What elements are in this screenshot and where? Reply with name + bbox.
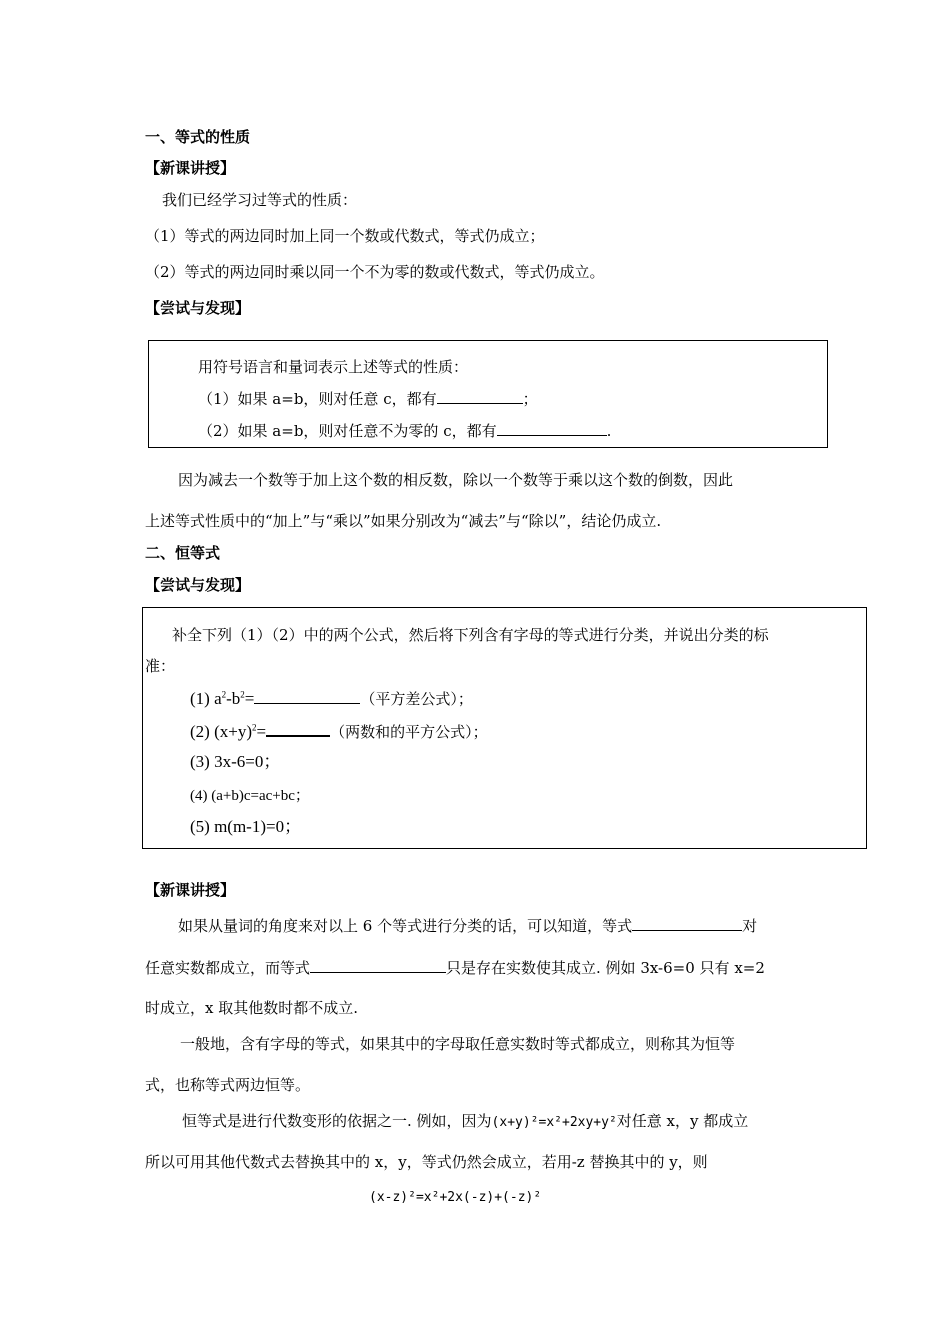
- para3-line1-text: 恒等式是进行代数变形的依据之一. 例如，因为: [182, 1112, 492, 1130]
- box1-instruction: 用符号语言和量词表示上述等式的性质：: [198, 358, 469, 376]
- formula-3: (3) 3x-6=0；: [190, 752, 281, 771]
- property-1: （1）等式的两边同时加上同一个数或代数式，等式仍成立；: [145, 227, 545, 245]
- para2-line1: 一般地，含有字母的等式，如果其中的字母取任意实数时等式都成立，则称其为恒等: [180, 1035, 736, 1053]
- formula-2-lhs: (2) (x+y): [190, 722, 252, 741]
- section1-heading: 一、等式的性质: [145, 128, 251, 146]
- box2-instruction: 补全下列（1）（2）中的两个公式，然后将下列含有字母的等式进行分类，并说出分类的标: [172, 626, 769, 644]
- box1-q2-text: （2）如果 a=b，则对任意不为零的 c，都有: [198, 422, 497, 440]
- formula-1-note: （平方差公式）；: [360, 690, 473, 708]
- answer-blank-4[interactable]: [266, 720, 330, 737]
- para1-line2: [145, 957, 765, 978]
- property-2: （2）等式的两边同时乘以同一个不为零的数或代数式，等式仍成立。: [145, 263, 605, 281]
- section2-lecture-tag: 【新课讲授】: [145, 881, 236, 899]
- para3-line1: [182, 1111, 748, 1133]
- formula-2-note: （两数和的平方公式）；: [330, 723, 488, 741]
- formula-1: [190, 688, 473, 709]
- formula-5: (5) m(m-1)=0；: [190, 817, 302, 836]
- para1-line2-text: 任意实数都成立，而等式: [145, 959, 311, 977]
- display-formula: (x-z)²=x²+2x(-z)+(-z)²: [369, 1190, 542, 1205]
- formula-1-lhs-a: (1) a: [190, 689, 222, 708]
- section1-lecture-tag: 【新课讲授】: [145, 159, 236, 177]
- formula-2-exp: 2: [251, 722, 257, 733]
- para2-line2: 式，也称等式两边恒等。: [145, 1076, 311, 1094]
- formula-2: [190, 720, 488, 742]
- para1-line2-end: 只是存在实数使其成立. 例如 3x-6=0 只有 x=2: [446, 959, 765, 977]
- formula-2-eq: =: [256, 722, 267, 741]
- formula-1-lhs-b: -b: [226, 689, 241, 708]
- answer-blank-3[interactable]: [254, 688, 360, 704]
- box1-q1-text: （1）如果 a=b，则对任意 c，都有: [198, 390, 437, 408]
- box2-instruction-cont: 准：: [145, 657, 176, 675]
- answer-blank-6[interactable]: [310, 957, 446, 973]
- section2-try-tag: 【尝试与发现】: [145, 576, 251, 594]
- para1-line1: [178, 915, 757, 936]
- para3-inline-formula: (x+y)²=x²+2xy+y²: [491, 1115, 617, 1130]
- note-line-2: 上述等式性质中的“加上”与“乘以”如果分别改为“减去”与“除以”，结论仍成立.: [145, 512, 662, 530]
- note-line-1: 因为减去一个数等于加上这个数的相反数，除以一个数等于乘以这个数的倒数，因此: [178, 471, 734, 489]
- formula-1-eq: =: [244, 689, 255, 708]
- box1-question-1: [198, 388, 538, 409]
- section2-heading: 二、恒等式: [145, 544, 221, 562]
- para3-line2: 所以可用其他代数式去替换其中的 x，y，等式仍然会成立，若用-z 替换其中的 y，则: [145, 1153, 708, 1171]
- formula-4: (4) (a+b)c=ac+bc；: [190, 788, 310, 804]
- para1-line3: 时成立，x 取其他数时都不成立.: [145, 999, 358, 1017]
- section1-try-tag: 【尝试与发现】: [145, 299, 251, 317]
- para3-line1-end: 对任意 x，y 都成立: [616, 1112, 749, 1130]
- box1-question-2: [198, 420, 611, 441]
- formula-1-exp-1: 2: [221, 689, 227, 700]
- formula-1-exp-2: 2: [240, 689, 245, 700]
- section1-intro: 我们已经学习过等式的性质：: [162, 191, 358, 209]
- answer-blank-2[interactable]: [497, 420, 607, 436]
- box1-q1-suffix: ；: [522, 390, 538, 408]
- box1-q2-suffix: .: [606, 422, 612, 440]
- answer-blank-1[interactable]: [437, 388, 523, 404]
- para1-line1-end: 对: [742, 917, 758, 935]
- answer-blank-5[interactable]: [632, 915, 742, 931]
- para1-line1-text: 如果从量词的角度来对以上 6 个等式进行分类的话，可以知道，等式: [178, 917, 633, 935]
